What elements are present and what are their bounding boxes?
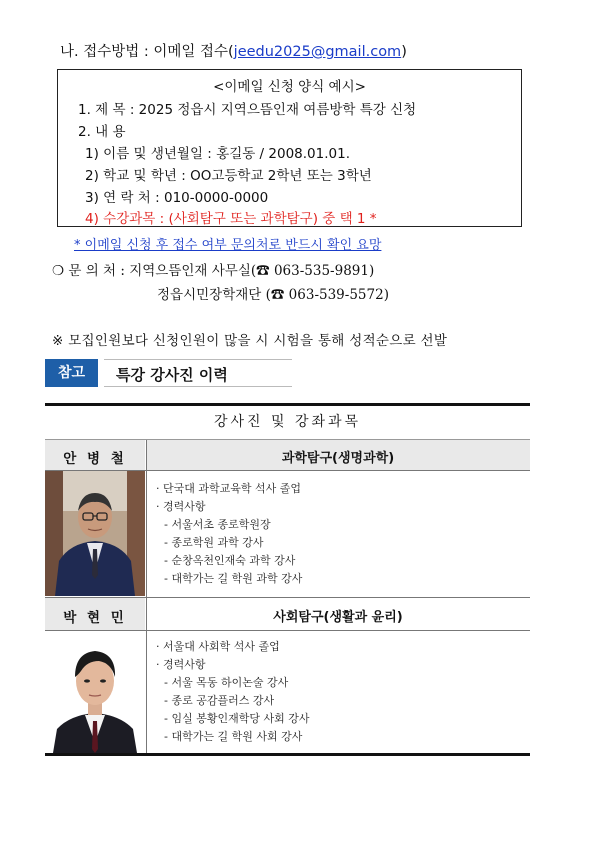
table-top-rule xyxy=(45,403,530,406)
email-link[interactable]: jeedu2025@gmail.com xyxy=(233,44,402,60)
table-divider xyxy=(146,440,147,597)
instructor-name: 안 병 철 xyxy=(63,451,127,467)
bio-line: - 종로 공감플러스 강사 xyxy=(164,694,275,707)
bio-line: - 순창옥천인재숙 과학 강사 xyxy=(164,554,296,567)
contact-line-foundation: 정읍시민장학재단 (☎ 063-539-5572) xyxy=(157,287,389,303)
reference-title: 특강 강사진 이력 xyxy=(116,366,228,384)
table-bottom-rule xyxy=(45,753,530,756)
instructor-bio xyxy=(156,480,302,588)
selection-warning: ※ 모집인원보다 신청인원이 많을 시 시험을 통해 성적순으로 선발 xyxy=(52,333,448,349)
instructor-photo xyxy=(45,631,145,753)
application-method xyxy=(60,40,407,61)
example-content-label: 2. 내 용 xyxy=(78,124,126,140)
instructor-photo xyxy=(45,471,145,596)
reference-badge: 참고 xyxy=(45,359,98,387)
bio-line: - 종로학원 과학 강사 xyxy=(164,536,264,549)
bio-line: - 대학가는 길 학원 사회 강사 xyxy=(164,730,303,743)
bio-line: · 단국대 과학교육학 석사 졸업 xyxy=(156,482,301,495)
method-close: ) xyxy=(401,44,407,60)
example-item-phone: 3) 연 락 처 : 010-0000-0000 xyxy=(85,190,269,206)
bio-line: - 임실 봉황인재학당 사회 강사 xyxy=(164,712,310,725)
instructor-bio xyxy=(156,638,309,746)
example-item-school: 2) 학교 및 학년 : OO고등학교 2학년 또는 3학년 xyxy=(85,168,372,184)
bio-line: · 경력사항 xyxy=(156,500,206,513)
contact-line-office: ❍ 문 의 처 : 지역으뜸인재 사무실(☎ 063-535-9891) xyxy=(52,263,375,279)
email-example-box xyxy=(57,69,522,227)
bio-line: - 서울 목동 하이논술 강사 xyxy=(164,676,289,689)
example-item-course: 4) 수강과목 : (사회탐구 또는 과학탐구) 중 택 1 * xyxy=(85,211,377,227)
table-title: 강사진 및 강좌과목 xyxy=(213,414,362,430)
instructor-subject: 사회탐구(생활과 윤리) xyxy=(273,610,403,625)
method-label: 나. 접수방법 : 이메일 접수( xyxy=(60,44,234,60)
bio-line: · 경력사항 xyxy=(156,658,206,671)
confirmation-notice: * 이메일 신청 후 접수 여부 문의처로 반드시 확인 요망 xyxy=(74,238,382,253)
bio-line: - 대학가는 길 학원 과학 강사 xyxy=(164,572,303,585)
example-subject: 1. 제 목 : 2025 정읍시 지역으뜸인재 여름방학 특강 신청 xyxy=(78,102,417,118)
reference-title-box xyxy=(104,359,292,387)
instructor-name: 박 현 민 xyxy=(63,610,127,626)
instructor-subject: 과학탐구(생명과학) xyxy=(281,451,395,466)
bio-line: - 서울서초 종로학원장 xyxy=(164,518,271,531)
bio-line: · 서울대 사회학 석사 졸업 xyxy=(156,640,280,653)
table-divider xyxy=(146,598,147,753)
example-item-name: 1) 이름 및 생년월일 : 홍길동 / 2008.01.01. xyxy=(85,146,350,162)
example-title: <이메일 신청 양식 예시> xyxy=(213,79,366,95)
